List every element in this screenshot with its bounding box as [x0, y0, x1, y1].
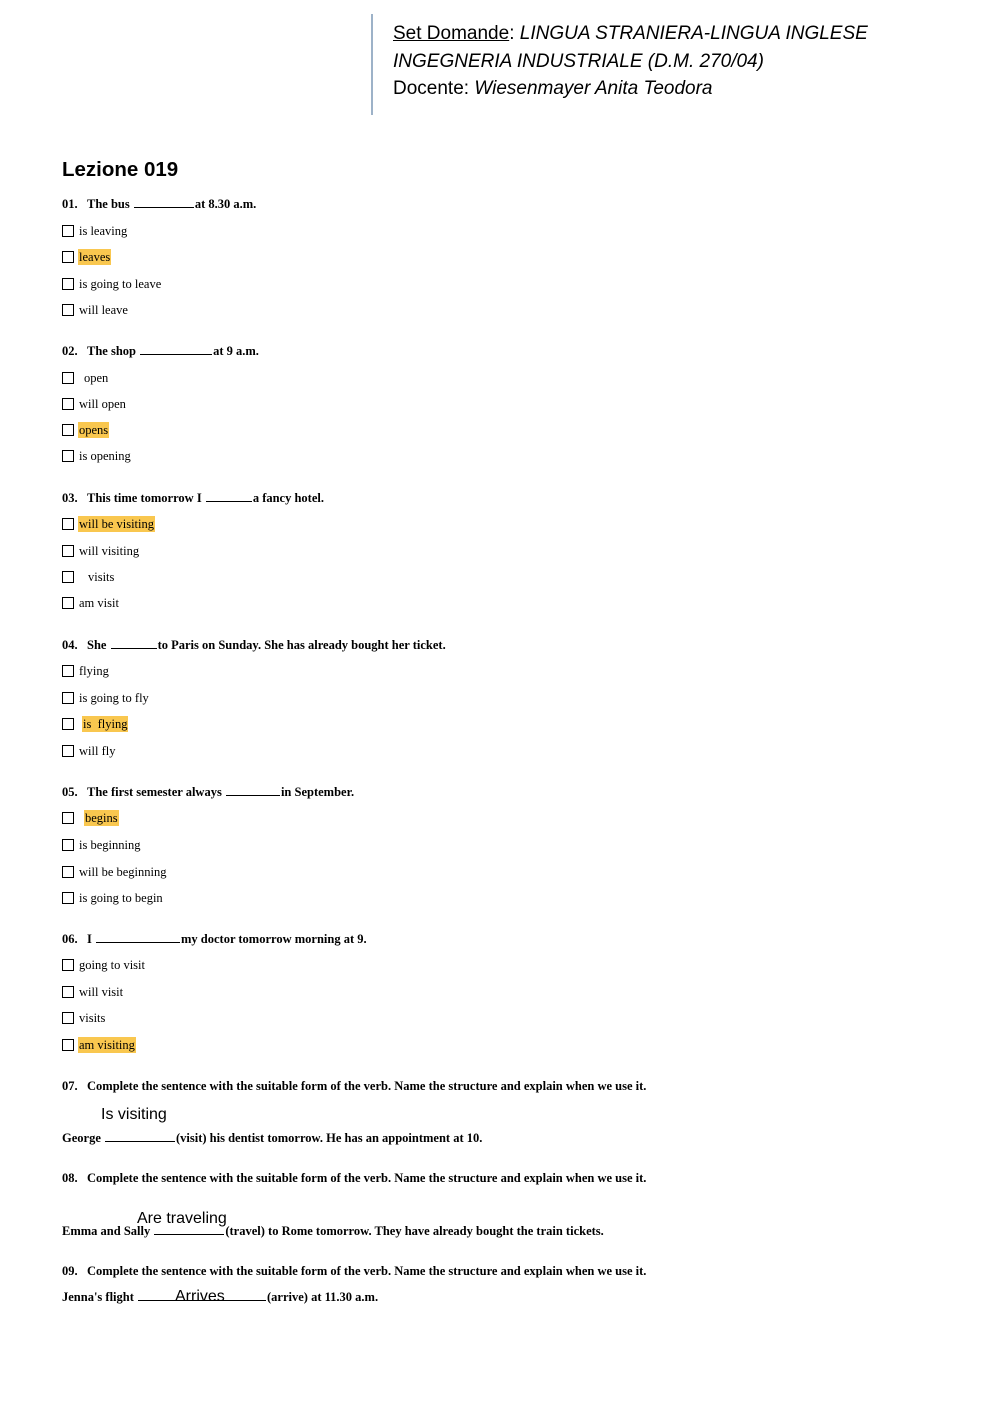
option-label-highlighted: opens	[79, 423, 109, 437]
teacher-name: Wiesenmayer Anita Teodora	[474, 78, 713, 99]
answer-blank	[134, 196, 194, 208]
option-label: will fly	[79, 744, 116, 758]
checkbox[interactable]	[62, 692, 74, 704]
question-text-before: The shop	[87, 344, 140, 358]
option-label: going to visit	[79, 958, 145, 972]
checkbox[interactable]	[62, 718, 74, 730]
option-row[interactable]	[62, 1010, 106, 1026]
question-number: 09.	[62, 1264, 78, 1278]
option-label-highlighted: leaves	[79, 250, 111, 264]
option-label: open	[84, 371, 109, 385]
answer-blank	[111, 637, 157, 649]
checkbox[interactable]	[62, 1012, 74, 1024]
option-row[interactable]	[62, 543, 140, 559]
checkbox[interactable]	[62, 812, 74, 824]
question-06	[62, 931, 367, 947]
option-row[interactable]	[62, 448, 132, 464]
option-row[interactable]	[62, 249, 111, 265]
option-row[interactable]	[62, 957, 146, 973]
sentence-before: George	[62, 1131, 104, 1145]
option-label-highlighted: is flying	[83, 717, 128, 731]
option-label: is going to leave	[79, 277, 162, 291]
checkbox[interactable]	[62, 251, 74, 263]
option-row[interactable]	[62, 663, 110, 679]
checkbox[interactable]	[62, 597, 74, 609]
question-prompt: Complete the sentence with the suitable form of the verb. Name the structure and explain when we use it.	[87, 1171, 647, 1185]
checkbox[interactable]	[62, 424, 74, 436]
option-label: flying	[79, 664, 109, 678]
set-separator: :	[509, 23, 520, 44]
question-text-after: in September.	[280, 785, 355, 799]
checkbox[interactable]	[62, 745, 74, 757]
option-label: will be beginning	[79, 865, 167, 879]
checkbox[interactable]	[62, 278, 74, 290]
sentence-before: Emma and Sally	[62, 1224, 154, 1238]
option-label-highlighted: am visiting	[79, 1038, 135, 1052]
option-row[interactable]	[62, 984, 124, 1000]
checkbox[interactable]	[62, 986, 74, 998]
question-04	[62, 637, 446, 653]
question-02	[62, 343, 259, 359]
checkbox[interactable]	[62, 225, 74, 237]
filled-answer[interactable]: Arrives	[175, 1288, 225, 1305]
question-number: 07.	[62, 1079, 78, 1093]
answer-blank	[154, 1223, 224, 1235]
answer-blank	[226, 784, 280, 796]
option-label: will leave	[79, 303, 128, 317]
sentence-before: Jenna's flight	[62, 1290, 138, 1304]
question-number: 01.	[62, 197, 78, 211]
checkbox[interactable]	[62, 398, 74, 410]
question-01	[62, 196, 256, 212]
checkbox[interactable]	[62, 571, 74, 583]
question-text-before: This time tomorrow I	[87, 491, 205, 505]
sentence-07	[62, 1130, 482, 1146]
option-row[interactable]	[62, 516, 155, 532]
answer-blank	[96, 931, 180, 943]
option-label: will visit	[79, 985, 124, 999]
course-name: INGEGNERIA INDUSTRIALE (D.M. 270/04)	[393, 50, 764, 72]
option-label: will open	[79, 397, 126, 411]
question-prompt: Complete the sentence with the suitable form of the verb. Name the structure and explain when we use it.	[87, 1264, 647, 1278]
option-row[interactable]	[62, 810, 119, 826]
option-row[interactable]	[62, 370, 109, 386]
question-text-after: my doctor tomorrow morning at 9.	[181, 932, 367, 946]
option-row[interactable]	[62, 223, 128, 239]
question-number: 03.	[62, 491, 78, 505]
checkbox[interactable]	[62, 1039, 74, 1051]
lesson-title: Lezione 019	[62, 158, 179, 181]
option-label: visits	[79, 1011, 106, 1025]
option-row[interactable]	[62, 396, 127, 412]
sentence-08	[62, 1223, 604, 1239]
teacher-line	[393, 75, 931, 103]
checkbox[interactable]	[62, 372, 74, 384]
option-row[interactable]	[62, 864, 168, 880]
question-number: 05.	[62, 785, 78, 799]
filled-answer[interactable]: Are traveling	[137, 1210, 227, 1227]
question-text-before: The first semester always	[87, 785, 225, 799]
question-number: 04.	[62, 638, 78, 652]
question-number: 08.	[62, 1171, 78, 1185]
checkbox[interactable]	[62, 892, 74, 904]
option-label: is beginning	[79, 838, 141, 852]
option-row[interactable]	[62, 422, 109, 438]
header-set-line	[393, 20, 931, 48]
question-09	[62, 1263, 646, 1279]
checkbox[interactable]	[62, 959, 74, 971]
option-label: visits	[88, 570, 115, 584]
option-label-highlighted: begins	[85, 811, 118, 825]
option-row[interactable]	[62, 890, 164, 906]
question-prompt: Complete the sentence with the suitable form of the verb. Name the structure and explain when we use it.	[87, 1079, 647, 1093]
checkbox[interactable]	[62, 304, 74, 316]
document-header	[371, 14, 931, 115]
teacher-label: Docente:	[393, 78, 475, 99]
question-07	[62, 1078, 646, 1094]
question-text-after: at 8.30 a.m.	[194, 197, 257, 211]
option-row[interactable]	[62, 276, 162, 292]
checkbox[interactable]	[62, 545, 74, 557]
question-number: 06.	[62, 932, 78, 946]
question-05	[62, 784, 354, 800]
answer-blank	[105, 1130, 175, 1142]
option-label: is going to fly	[79, 691, 149, 705]
question-text-after: at 9 a.m.	[213, 344, 259, 358]
option-row[interactable]	[62, 595, 120, 611]
checkbox[interactable]	[62, 518, 74, 530]
question-text-before: She	[87, 638, 110, 652]
question-text-after: to Paris on Sunday. She has already bought her ticket.	[157, 638, 446, 652]
checkbox[interactable]	[62, 450, 74, 462]
question-text-before: I	[87, 932, 95, 946]
option-label: is going to begin	[79, 891, 163, 905]
sentence-after: (arrive) at 11.30 a.m.	[267, 1290, 379, 1304]
option-label-highlighted: will be visiting	[79, 517, 154, 531]
option-row[interactable]	[62, 302, 129, 318]
question-number: 02.	[62, 344, 78, 358]
question-08	[62, 1170, 646, 1186]
checkbox[interactable]	[62, 665, 74, 677]
set-label: Set Domande	[393, 23, 510, 44]
answer-blank	[206, 490, 252, 502]
question-text-before: The bus	[87, 197, 133, 211]
checkbox[interactable]	[62, 866, 74, 878]
filled-answer[interactable]: Is visiting	[101, 1106, 167, 1123]
option-row[interactable]	[62, 690, 150, 706]
option-row[interactable]	[62, 569, 115, 585]
option-row[interactable]	[62, 1037, 136, 1053]
option-row[interactable]	[62, 743, 116, 759]
option-row[interactable]	[62, 837, 141, 853]
option-label: is opening	[79, 449, 131, 463]
option-row[interactable]	[62, 716, 128, 732]
sentence-after: (visit) his dentist tomorrow. He has an appointment at 10.	[176, 1131, 483, 1145]
question-03	[62, 490, 324, 506]
answer-blank	[140, 343, 212, 355]
option-label: will visiting	[79, 544, 140, 558]
checkbox[interactable]	[62, 839, 74, 851]
option-label: am visit	[79, 596, 119, 610]
question-text-after: a fancy hotel.	[252, 491, 324, 505]
sentence-after: (travel) to Rome tomorrow. They have already bought the train tickets.	[225, 1224, 604, 1238]
option-label: is leaving	[79, 224, 128, 238]
set-title: LINGUA STRANIERA-LINGUA INGLESE	[519, 23, 868, 44]
